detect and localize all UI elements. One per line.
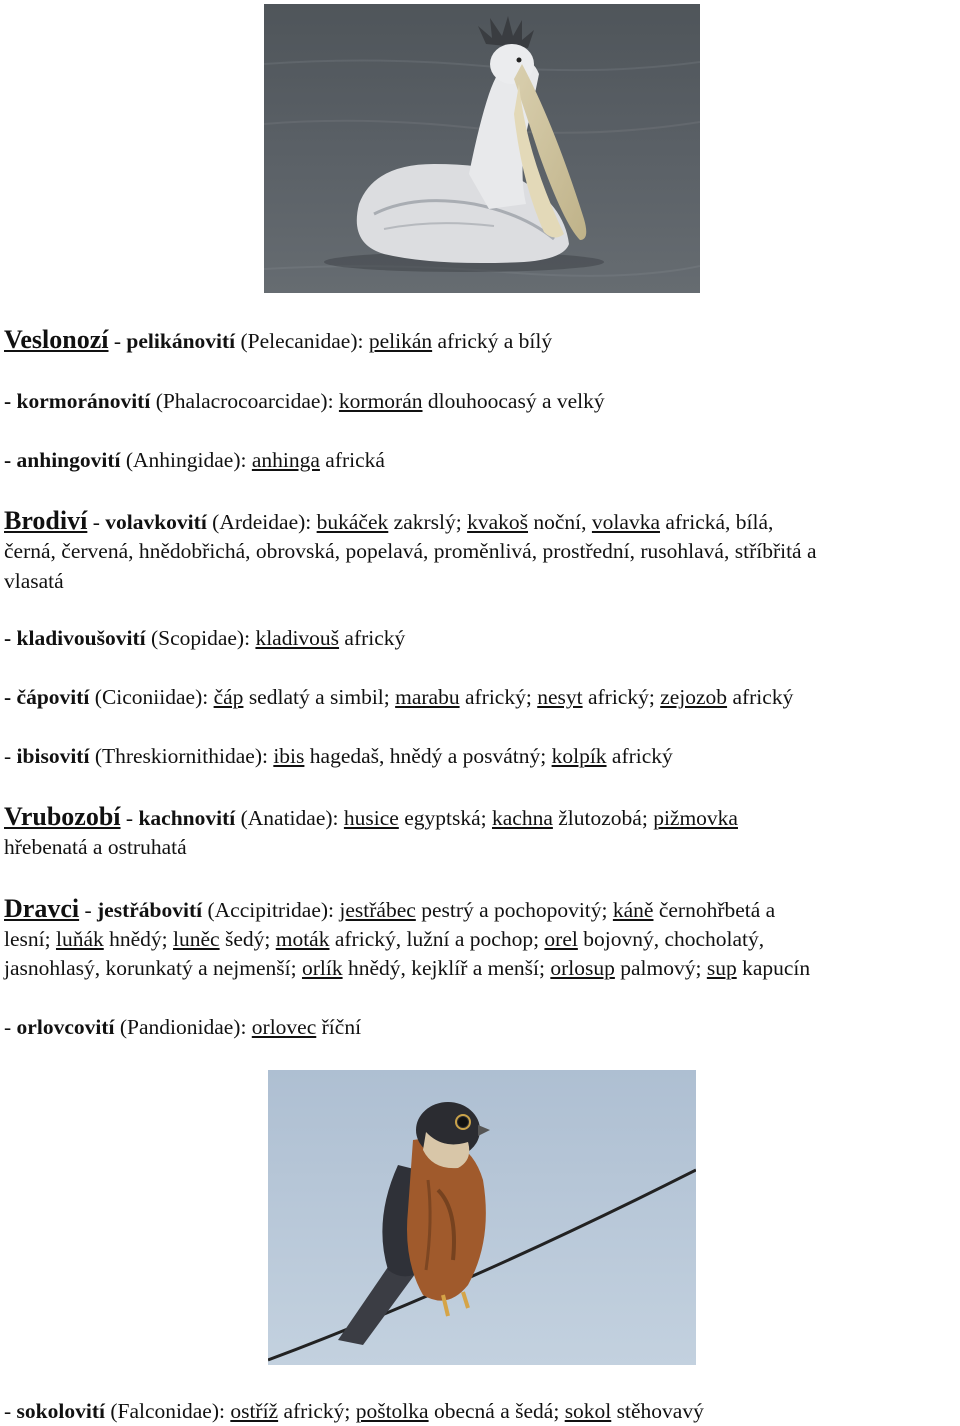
text-line: lesní; luňák hnědý; luněc šedý; moták africký, lužní a pochop; orel bojovný, chocholatý, (4, 927, 765, 951)
text-line: Dravci - jestřábovití (Accipitridae): jestřábec pestrý a pochopovitý; káně černohřbetá a (4, 894, 776, 923)
text-line: Vrubozobí - kachnovití (Anatidae): husice egyptská; kachna žlutozobá; pižmovka (4, 802, 738, 831)
text-line: Brodiví - volavkovití (Ardeidae): bukáček zakrslý; kvakoš noční, volavka africká, bílá, (4, 506, 774, 535)
genus-name: nesyt (537, 685, 583, 709)
text-line: jasnohlasý, korunkatý a nejmenší; orlík hnědý, kejklíř a menší; orlosup palmový; sup kapucín (4, 956, 811, 980)
text-line: vlasatá (4, 569, 64, 593)
family-name: - anhingovití (4, 448, 121, 472)
text-line: - čápovití (Ciconiidae): čáp sedlatý a simbil; marabu africký; nesyt africký; zejozob africký (4, 685, 794, 709)
genus-name: kormorán (338, 389, 423, 413)
genus-name: orlovec (251, 1015, 317, 1039)
genus-name: moták (275, 927, 330, 951)
genus-name: káně (612, 898, 654, 922)
group-heading: Dravci (4, 894, 80, 923)
text-line: - kladivoušovití (Scopidae): kladivouš africký (4, 626, 406, 650)
genus-name: orel (544, 927, 578, 951)
family-name: volavkovití (105, 510, 207, 534)
text-line: Veslonozí - pelikánovití (Pelecanidae): pelikán africký a bílý (4, 325, 553, 354)
family-name: jestřábovití (97, 898, 203, 922)
text-line: - ibisovití (Threskiornithidae): ibis hagedaš, hnědý a posvátný; kolpík africký (4, 744, 673, 768)
family-name: - kladivoušovití (4, 626, 146, 650)
family-name: orlovcovití (16, 1015, 115, 1039)
text-line: - sokolovití (Falconidae): ostříž africký; poštolka obecná a šedá; sokol stěhovavý (4, 1399, 704, 1423)
group-heading: Veslonozí (4, 325, 109, 354)
text-line: hřebenatá a ostruhatá (4, 835, 187, 859)
genus-name: luňák (55, 927, 104, 951)
text-line: - kormoránovití (Phalacrocoarcidae): kormorán dlouhoocasý a velký (4, 389, 605, 413)
family-name: - kormoránovití (4, 389, 151, 413)
genus-name: zejozob (660, 685, 728, 709)
family-name: - čápovití (4, 685, 90, 709)
family-name: kachnovití (138, 806, 236, 830)
genus-name: anhinga (251, 448, 320, 472)
family-name: sokolovití (16, 1399, 105, 1423)
genus-name: pižmovka (653, 806, 738, 830)
falcon-photo (268, 1070, 696, 1365)
genus-name: husice (343, 806, 399, 830)
pelican-photo (264, 4, 700, 293)
genus-name: orlosup (550, 956, 615, 980)
genus-name: kvakoš (467, 510, 529, 534)
genus-name: marabu (395, 685, 460, 709)
genus-name: kolpík (551, 744, 607, 768)
genus-name: jestřábec (339, 898, 416, 922)
genus-name: ostříž (230, 1399, 279, 1423)
genus-name: pelikán (368, 329, 433, 353)
family-name: ibisovití (16, 744, 90, 768)
text-line: - orlovcovití (Pandionidae): orlovec říční (4, 1015, 362, 1039)
genus-name: poštolka (355, 1399, 429, 1423)
genus-name: kladivouš (255, 626, 340, 650)
genus-name: luněc (173, 927, 220, 951)
genus-name: čáp (213, 685, 244, 709)
family-name: pelikánovití (126, 329, 236, 353)
genus-name: bukáček (316, 510, 389, 534)
genus-name: sup (706, 956, 737, 980)
genus-name: ibis (273, 744, 305, 768)
genus-name: kachna (491, 806, 553, 830)
genus-name: orlík (301, 956, 343, 980)
group-heading: Vrubozobí (4, 802, 121, 831)
text-line: černá, červená, hnědobřichá, obrovská, popelavá, proměnlivá, prostřední, rusohlavá, stříbřitá a (4, 539, 817, 563)
group-heading: Brodiví (4, 506, 88, 535)
genus-name: volavka (591, 510, 660, 534)
text-line: - anhingovití (Anhingidae): anhinga africká (4, 448, 385, 472)
genus-name: sokol (564, 1399, 612, 1423)
